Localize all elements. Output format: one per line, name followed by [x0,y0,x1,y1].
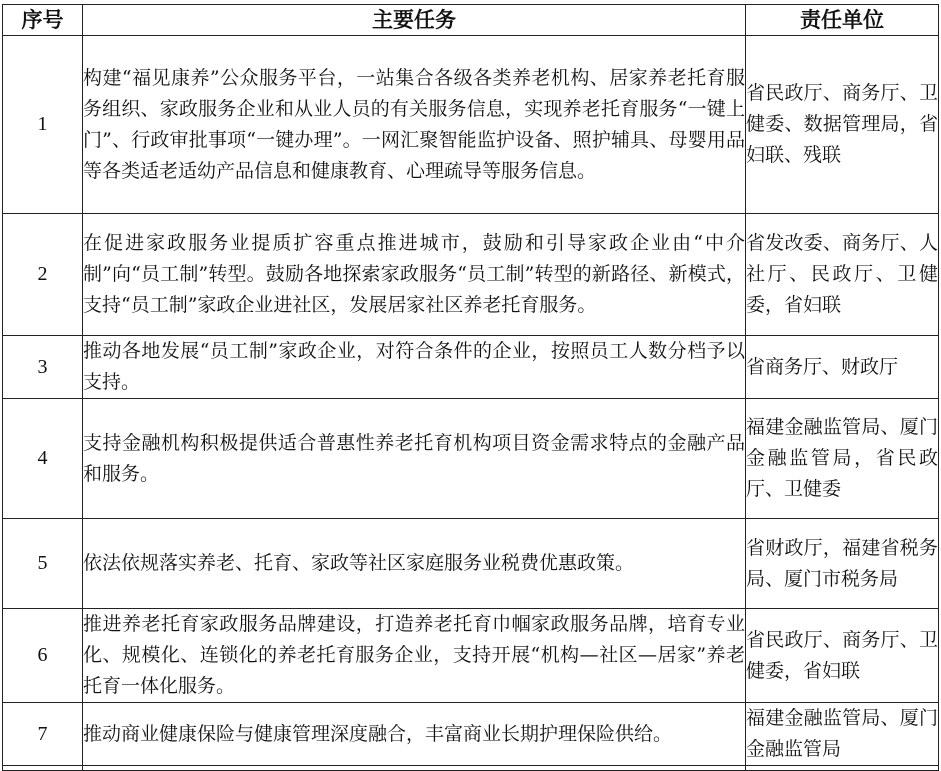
row-task: 推动各地发展“员工制”家政企业，对符合条件的企业，按照员工人数分档予以支持。 [83,336,746,399]
row-unit-cut [746,766,939,771]
row-number: 2 [3,214,83,336]
row-number: 7 [3,703,83,766]
table-row [3,399,939,519]
table-row [3,336,939,399]
row-task: 推动商业健康保险与健康管理深度融合，丰富商业长期护理保险供给。 [83,703,746,766]
row-unit [746,399,939,519]
row-unit [746,214,939,336]
table-row [3,703,939,766]
row-task: 推进养老托育家政服务品牌建设，打造养老托育巾帼家政服务品牌，培育专业化、规模化、连锁化的养老托育服务企业，支持开展“机构—社区—居家”养老托育一体化服务。 [83,609,746,703]
row-unit-text: 福建金融监管局、厦门金融监管局 [746,707,938,760]
table-row [3,214,939,336]
row-unit [746,609,939,703]
header-responsible-unit: 责任单位 [746,5,939,36]
row-unit-text: 省财政厅，福建省税务局、厦门市税务局 [746,536,938,590]
row-unit-text: 省民政厅、商务厅、卫健委，省妇联 [746,628,938,682]
row-number: 4 [3,399,83,519]
row-number: 3 [3,336,83,399]
row-task-cut [83,766,746,771]
row-number: 6 [3,609,83,703]
row-number-cut [3,766,83,771]
row-number: 5 [3,519,83,609]
table-header-row [3,5,939,36]
table-row [3,36,939,214]
row-unit-text: 省商务厅、财政厅 [746,355,899,378]
row-unit [746,336,939,399]
header-serial: 序号 [3,5,83,36]
row-unit [746,703,939,766]
table-row-cut-off [3,766,939,771]
row-unit [746,519,939,609]
row-task: 依法依规落实养老、托育、家政等社区家庭服务业税费优惠政策。 [83,519,746,609]
row-unit-text: 福建金融监管局、厦门金融监管局，省民政厅、卫健委 [746,416,938,500]
table-row [3,519,939,609]
row-task: 构建“福见康养”公众服务平台，一站集合各级各类养老机构、居家养老托育服务组织、家政服务企业和从业人员的有关服务信息，实现养老托育服务“一键上门”、行政审批事项“一键办理”。一网汇聚智能监护设备、照护辅具、母婴用品等各类适老适幼产品信息和健康教育、心理疏导等服务信息。 [83,36,746,214]
task-table [2,4,939,771]
row-task: 支持金融机构积极提供适合普惠性养老托育机构项目资金需求特点的金融产品和服务。 [83,399,746,519]
row-unit [746,36,939,214]
row-number: 1 [3,36,83,214]
row-unit-text: 省民政厅、商务厅、卫健委、数据管理局，省妇联、残联 [746,82,938,166]
row-unit-text: 省发改委、商务厅、人社厅、民政厅、卫健委，省妇联 [746,232,938,316]
row-task: 在促进家政服务业提质扩容重点推进城市，鼓励和引导家政企业由“中介制”向“员工制”转型。鼓励各地探索家政服务“员工制”转型的新路径、新模式，支持“员工制”家政企业进社区，发展居家社区养老托育服务。 [83,214,746,336]
header-main-task: 主要任务 [83,5,746,36]
table-row [3,609,939,703]
